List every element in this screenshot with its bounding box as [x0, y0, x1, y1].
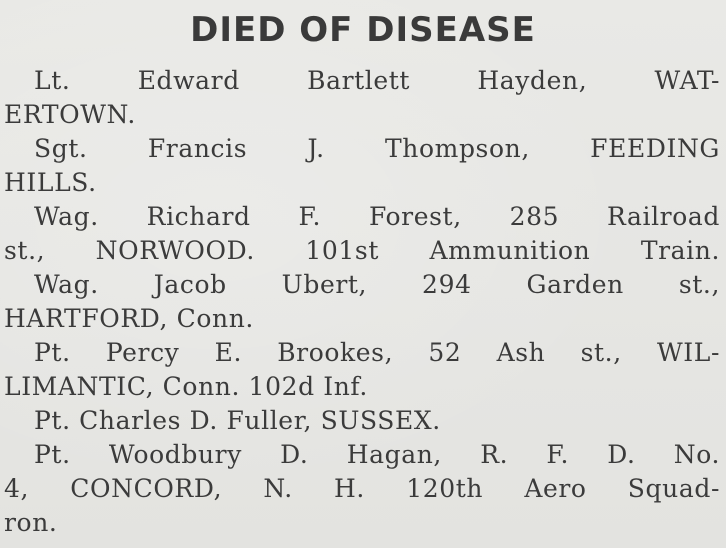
list-item — [4, 438, 720, 540]
entry-line: HILLS. — [4, 168, 97, 197]
entry-line: 4, CONCORD, N. H. 120th Aero Squad- — [4, 474, 720, 503]
entry-line: Sgt. Francis J. Thompson, FEEDING — [34, 134, 720, 163]
list-item — [4, 404, 720, 438]
entry-line: Wag. Richard F. Forest, 285 Railroad — [34, 202, 720, 231]
entry-line: LIMANTIC, Conn. 102d Inf. — [4, 372, 368, 401]
entry-line: Lt. Edward Bartlett Hayden, WAT- — [34, 66, 720, 95]
entry-line: Pt. Percy E. Brookes, 52 Ash st., WIL- — [34, 338, 720, 367]
list-item — [4, 336, 720, 404]
entry-line: Wag. Jacob Ubert, 294 Garden st., — [34, 270, 720, 299]
casualty-list — [4, 64, 720, 540]
list-item — [4, 268, 720, 336]
entry-line: st., NORWOOD. 101st Ammunition Train. — [4, 236, 720, 265]
entry-line: ron. — [4, 508, 58, 537]
list-item — [4, 64, 720, 132]
entry-line: HARTFORD, Conn. — [4, 304, 254, 333]
entry-line: Pt. Woodbury D. Hagan, R. F. D. No. — [34, 440, 720, 469]
entry-line: ERTOWN. — [4, 100, 136, 129]
list-item — [4, 132, 720, 200]
list-item — [4, 200, 720, 268]
entry-line: Pt. Charles D. Fuller, SUSSEX. — [34, 406, 441, 435]
section-heading: DIED OF DISEASE — [190, 10, 536, 50]
